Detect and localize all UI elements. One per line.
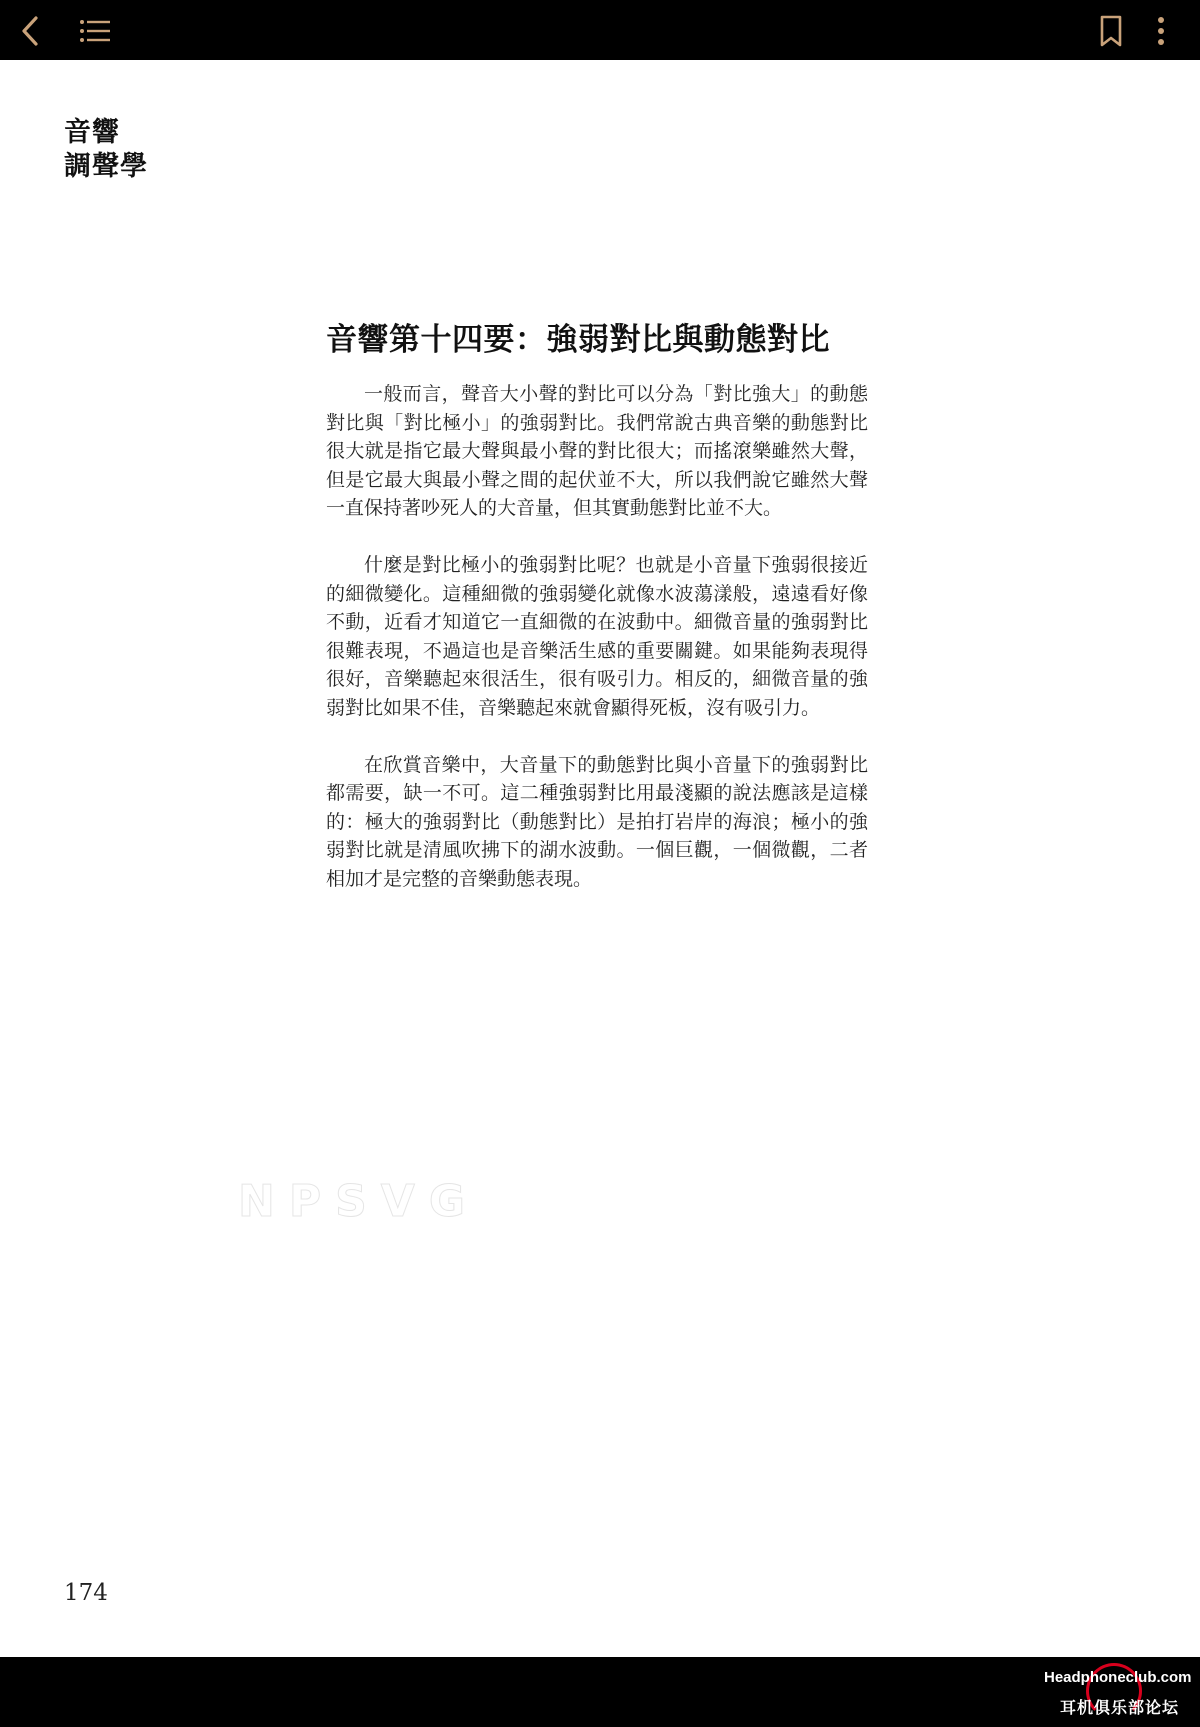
book-page[interactable] [0,60,1200,1657]
logo-text-cn: 耳机俱乐部论坛 [1060,1698,1180,1717]
paragraph: 一般而言，聲音大小聲的對比可以分為「對比強大」的動態對比與「對比極小」的強弱對比。我們常說古典音樂的動態對比很大就是指它最大聲與最小聲的對比很大；而搖滾樂雖然大聲，但是它最大與最小聲之間的起伏並不大，所以我們說它雖然大聲一直保持著吵死人的大音量，但其實動態對比並不大。 [326,383,868,520]
logo-text-en: Headphoneclub.com [1044,1669,1192,1686]
list-icon[interactable] [78,14,112,48]
chapter-title: 音響第十四要：強弱對比與動態對比 [326,322,830,358]
reader-toolbar [0,0,1200,60]
page-number: 174 [64,1580,108,1606]
bookmark-icon[interactable] [1094,14,1128,48]
bottom-bar [0,1657,1200,1727]
more-vertical-icon[interactable] [1144,14,1178,48]
paragraph: 什麼是對比極小的強弱對比呢？也就是小音量下強弱很接近的細微變化。這種細微的強弱變化就像水波蕩漾般，遠遠看好像不動，近看才知道它一直細微的在波動中。細微音量的強弱對比很難表現，不過這也是音樂活生感的重要關鍵。如果能夠表現得很好，音樂聽起來很活生，很有吸引力。相反的，細微音量的強弱對比如果不佳，音樂聽起來就會顯得死板，沒有吸引力。 [326,553,868,719]
running-head-line: 音響 [64,117,120,148]
chevron-left-icon[interactable] [14,14,48,48]
site-watermark-logo [1040,1661,1196,1723]
running-head [64,116,148,184]
paragraph: 在欣賞音樂中，大音量下的動態對比與小音量下的強弱對比都需要，缺一不可。這二種強弱對比用最淺顯的說法應該是這樣的：極大的強弱對比（動態對比）是拍打岩岸的海浪；極小的強弱對比就是清風吹拂下的湖水波動。一個巨觀，一個微觀，二者相加才是完整的音樂動態表現。 [326,753,868,890]
watermark: NPSVG [238,1176,479,1227]
running-head-line: 調聲學 [64,151,148,182]
body-text [326,380,868,922]
